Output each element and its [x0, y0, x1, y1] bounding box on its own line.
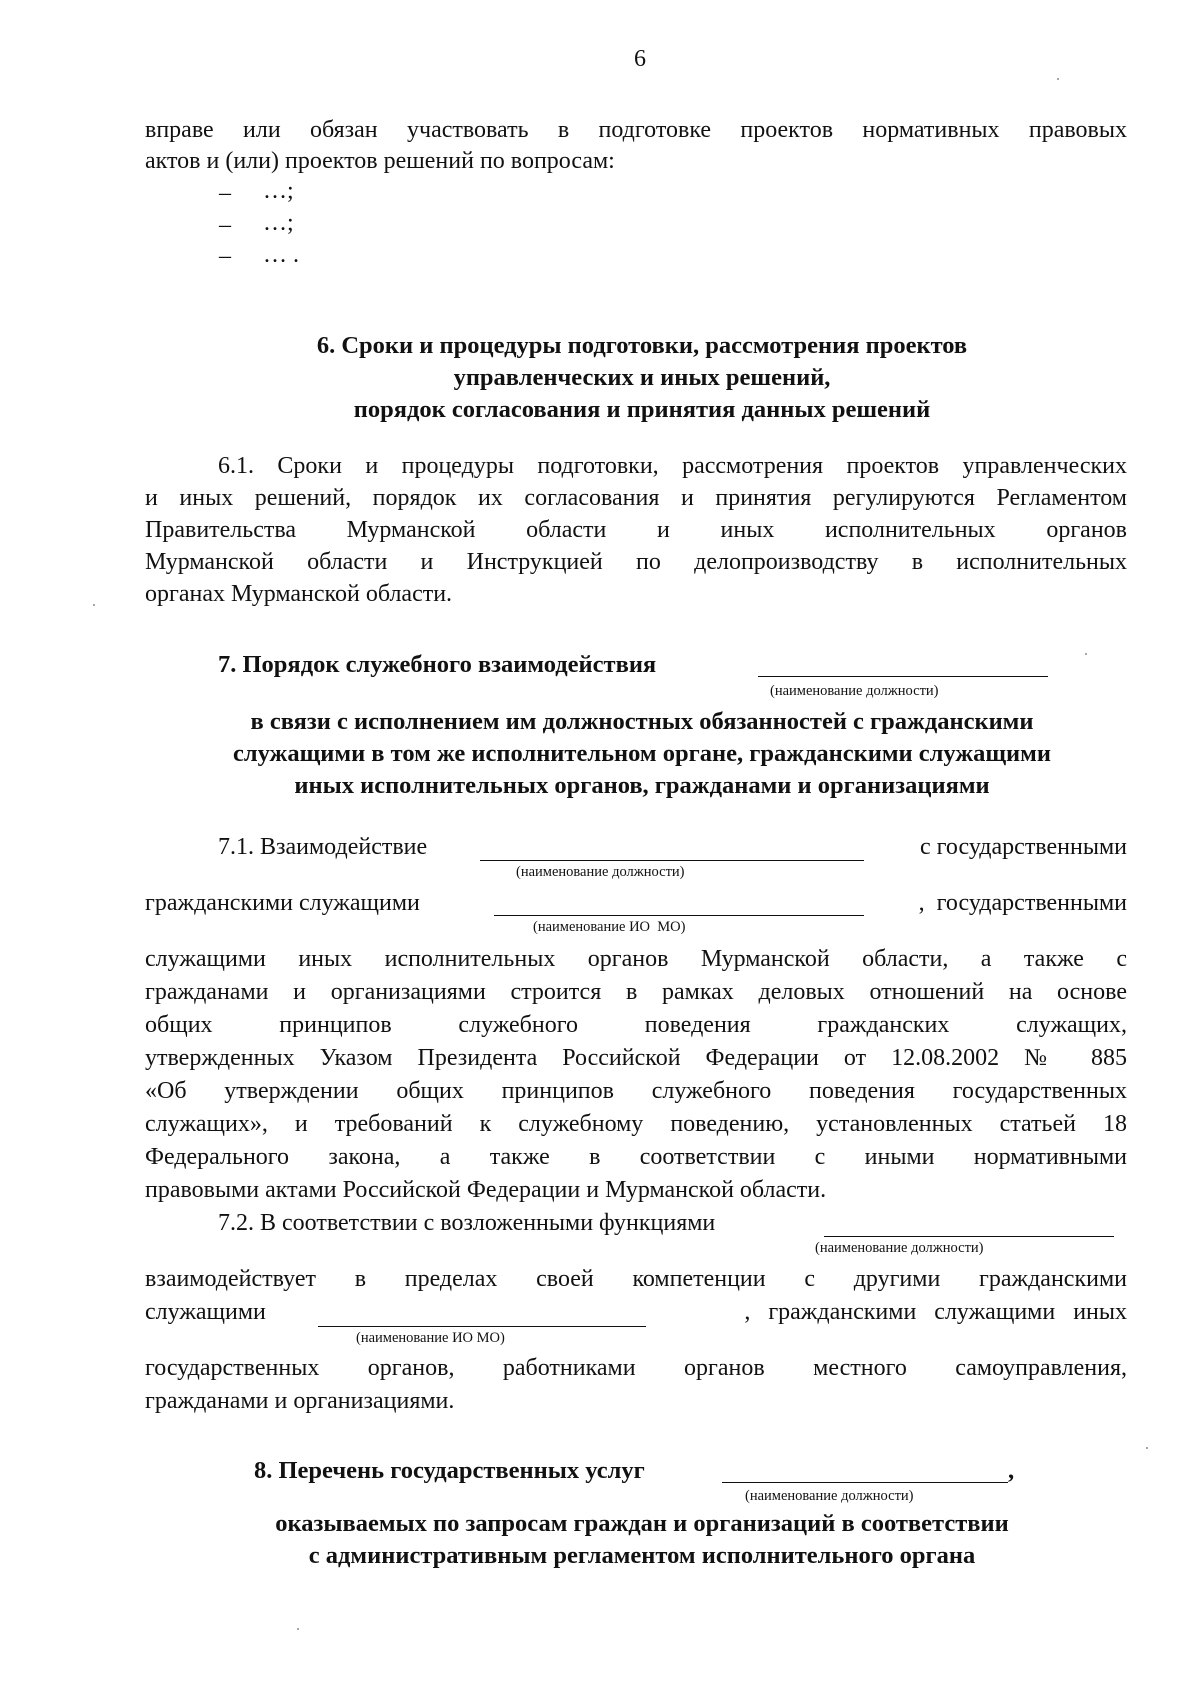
p71-line-3: служащими иных исполнительных органов Мурманской области, а также с [145, 946, 1127, 972]
p71-line-9: Федерального закона, а также в соответствии с иными нормативными [145, 1144, 1127, 1170]
bullet-dash-3: – [219, 243, 231, 269]
p71-line-8: служащих», и требований к служебному поведению, установленных статьей 18 [145, 1111, 1127, 1137]
scan-speck [1085, 653, 1087, 655]
org-blank-71 [494, 915, 864, 916]
p71-end: с государственными [919, 834, 1127, 860]
p72-start: 7.2. В соответствии с возложенными функциями [218, 1210, 716, 1236]
scan-speck [1146, 1447, 1148, 1449]
p71-start: 7.1. Взаимодействие [218, 834, 428, 860]
p72-line-2: взаимодействует в пределах своей компетенции с другими гражданскими [145, 1266, 1127, 1292]
section-6-title-line-1: 6. Сроки и процедуры подготовки, рассмотрения проектов [316, 332, 968, 359]
intro-line-2: актов и (или) проектов решений по вопросам: [145, 148, 615, 174]
p72-line-3-end: , гражданскими служащими иных [744, 1299, 1127, 1325]
scan-speck [93, 604, 95, 606]
page-number: 6 [634, 46, 646, 72]
section-6-title-line-3: порядок согласования и принятия данных решений [353, 396, 931, 423]
position-caption-s7: (наименование должности) [770, 683, 939, 699]
intro-line-1: вправе или обязан участвовать в подготовке проектов нормативных правовых [145, 117, 1127, 143]
p71-line-6: утвержденных Указом Президента Российской Федерации от 12.08.2002 № 885 [145, 1045, 1127, 1071]
position-caption-71: (наименование должности) [516, 864, 685, 880]
p61-line-4: Мурманской области и Инструкцией по делопроизводству в исполнительных [145, 549, 1127, 575]
p71-line-10: правовыми актами Российской Федерации и Мурманской области. [145, 1177, 827, 1203]
position-blank-s7 [758, 676, 1048, 677]
p72-line-4: государственных органов, работниками органов местного самоуправления, [145, 1355, 1127, 1381]
p71-line-2-start: гражданскими служащими [145, 890, 420, 916]
p72-line-5: гражданами и организациями. [145, 1388, 455, 1414]
scan-speck [297, 1628, 299, 1630]
p71-line-7: «Об утверждении общих принципов служебного поведения государственных [145, 1078, 1127, 1104]
p71-line-2-end: , государственными [918, 890, 1127, 916]
position-caption-72: (наименование должности) [815, 1240, 984, 1256]
section-7-title-line-2: в связи с исполнением им должностных обязанностей с гражданскими [250, 708, 1034, 735]
section-8-title-comma: , [1008, 1457, 1015, 1484]
p61-line-3: Правительства Мурманской области и иных исполнительных органов [145, 517, 1127, 543]
section-7-title-line-3: служащими в том же исполнительном органе, гражданскими служащими [233, 740, 1051, 767]
section-7-title-line-4: иных исполнительных органов, гражданами и организациями [294, 772, 990, 799]
bullet-dash-2: – [219, 212, 231, 238]
section-7-title-first: 7. Порядок служебного взаимодействия [218, 651, 657, 678]
scan-speck [1057, 78, 1059, 80]
org-caption-72: (наименование ИО МО) [356, 1330, 505, 1346]
p71-line-4: гражданами и организациями строится в рамках деловых отношений на основе [145, 979, 1127, 1005]
position-blank-71 [480, 860, 864, 861]
p72-line-3-start: служащими [145, 1299, 266, 1325]
position-blank-72 [824, 1236, 1114, 1237]
p61-line-5: органах Мурманской области. [145, 581, 453, 607]
section-6-title-line-2: управленческих и иных решений, [453, 364, 831, 391]
section-8-title-line-2: оказываемых по запросам граждан и организаций в соответствии [275, 1510, 1009, 1537]
position-blank-s8 [722, 1482, 1008, 1483]
bullet-dash-1: – [219, 180, 231, 206]
section-8-title-line-3: с административным регламентом исполнительного органа [308, 1542, 976, 1569]
org-caption-71: (наименование ИО МО) [533, 919, 686, 935]
p71-line-5: общих принципов служебного поведения гражданских служащих, [145, 1012, 1127, 1038]
position-caption-s8: (наименование должности) [745, 1488, 914, 1504]
bullet-item-3: … . [263, 242, 299, 268]
bullet-item-1: …; [263, 178, 294, 204]
bullet-item-2: …; [263, 210, 294, 236]
section-8-title-first: 8. Перечень государственных услуг [254, 1457, 645, 1484]
org-blank-72 [318, 1326, 646, 1327]
p61-line-2: и иных решений, порядок их согласования и принятия регулируются Регламентом [145, 485, 1127, 511]
p61-line-1: 6.1. Сроки и процедуры подготовки, рассмотрения проектов управленческих [218, 453, 1127, 479]
